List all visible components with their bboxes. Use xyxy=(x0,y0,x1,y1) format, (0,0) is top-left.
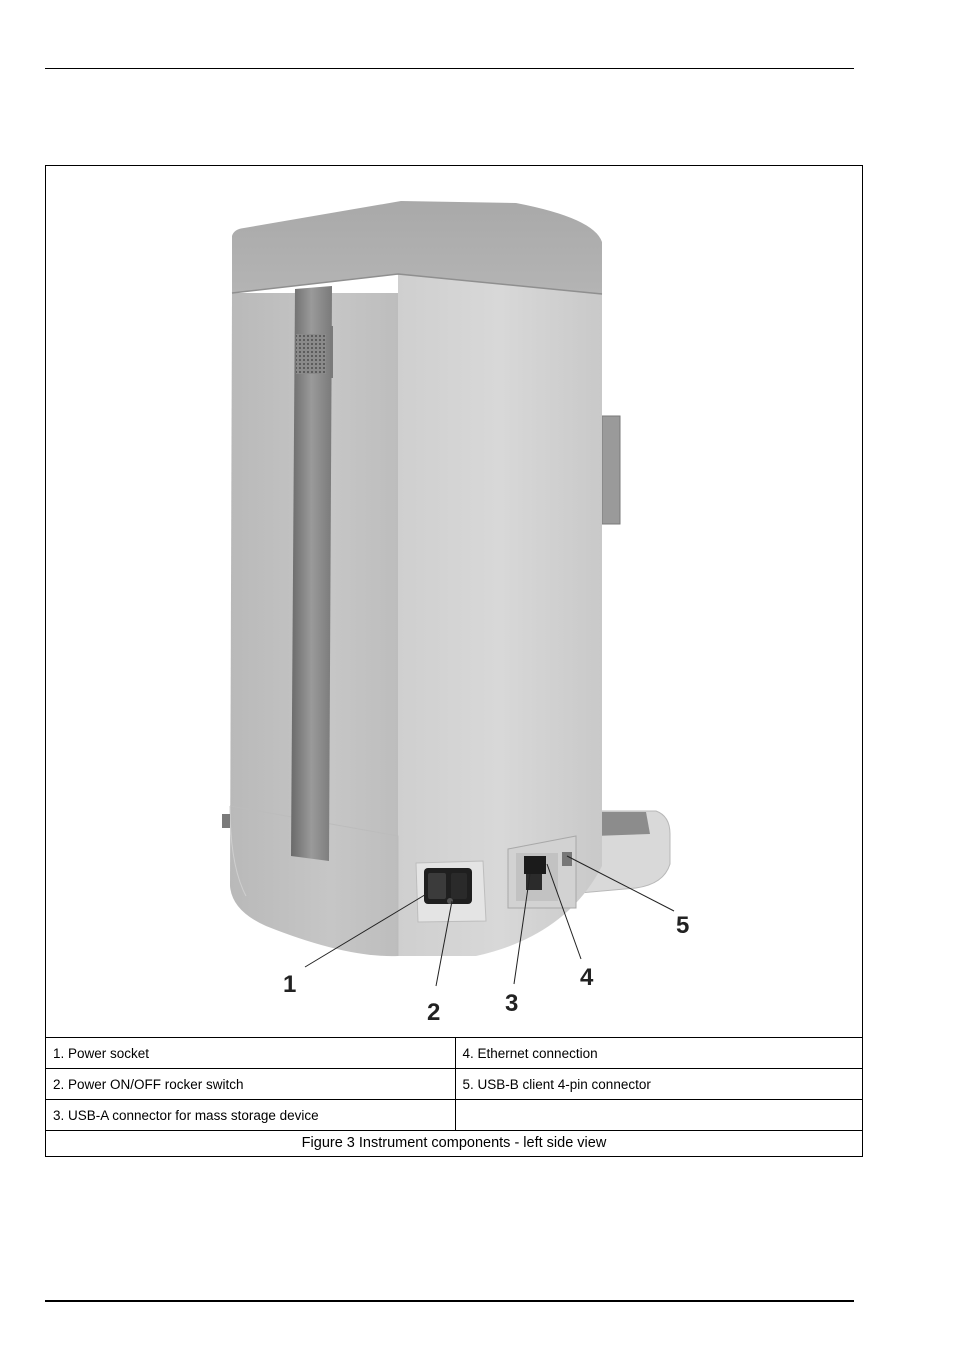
figure-frame xyxy=(45,165,863,1157)
callout-5: 5 xyxy=(676,912,690,939)
callout-2: 2 xyxy=(427,999,441,1026)
caption-row xyxy=(46,1131,862,1155)
legend-item-empty xyxy=(455,1100,862,1131)
legend-item-3: 3. USB-A connector for mass storage device xyxy=(46,1100,455,1131)
figure-legend-table xyxy=(46,1037,862,1155)
legend-item-1: 1. Power socket xyxy=(46,1038,455,1069)
header-rule xyxy=(45,68,854,69)
legend-item-4: 4. Ethernet connection xyxy=(455,1038,862,1069)
legend-item-5: 5. USB-B client 4-pin connector xyxy=(455,1069,862,1100)
callout-1: 1 xyxy=(283,971,297,998)
footer-rule xyxy=(45,1300,854,1302)
callout-4: 4 xyxy=(580,964,594,991)
legend-item-2: 2. Power ON/OFF rocker switch xyxy=(46,1069,455,1100)
figure-caption: Figure 3 Instrument components - left side view xyxy=(46,1131,862,1155)
legend-row xyxy=(46,1100,862,1131)
callout-3: 3 xyxy=(505,990,519,1017)
legend-row xyxy=(46,1069,862,1100)
instrument-photo xyxy=(46,166,862,1037)
legend-row xyxy=(46,1038,862,1069)
